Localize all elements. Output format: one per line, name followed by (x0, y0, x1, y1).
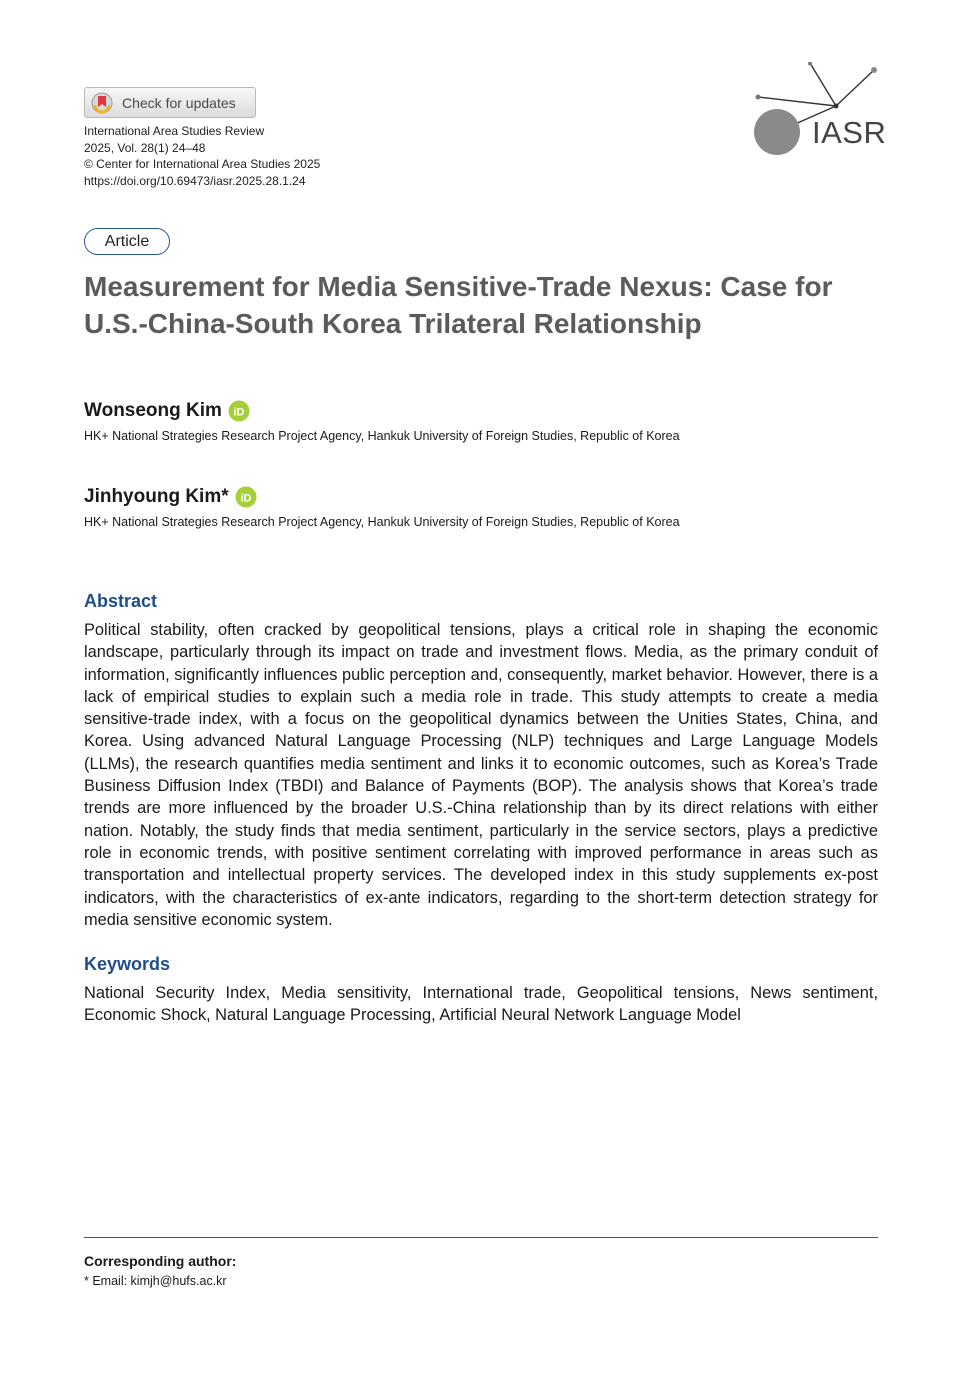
abstract-body: Political stability, often cracked by geopolitical tensions, plays a critical role in shaping the economic landscape, particularly through its impact on trade and investment flows. Media, as the primary conduit of information, significantly influences public perception and, consequently, market behavior. However, there is a lack of empirical studies to explain such a media role in trade. This study attempts to create a media sensitive-trade index, with a focus on the geopolitical dynamics between the Unities States, China, and Korea. Using advanced Natural Language Processing (NLP) techniques and Large Language Models (LLMs), the research quantifies media sentiment and links it to economic outcomes, such as Korea’s Trade Business Diffusion Index (TBDI) and Balance of Payments (BOP). The analysis shows that Korea’s trade trends are more influenced by the broader U.S.-China relationship than by its direct relations with either nation. Notably, the study finds that media sentiment, particularly in the service sectors, plays a predictive role in economic trends, with positive sentiment correlating with improved performance in areas such as transportation and intellectual property services. The developed index in this study supplements ex-post indicators, with the characteristics of ex-ante indicators, regarding to the short-term detection strategy for media sensitive economic system. (84, 621, 878, 929)
article-title: Measurement for Media Sensitive-Trade Nexus: Case for U.S.-China-South Korea Trilateral Relationship (84, 271, 833, 339)
journal-name: International Area Studies Review (84, 124, 265, 138)
journal-doi-link[interactable]: https://doi.org/10.69473/iasr.2025.28.1.24 (84, 173, 306, 188)
keywords-body: National Security Index, Media sensitivity, International trade, Geopolitical tensions, News sentiment, Economic Shock, Natural Language Processing, Artificial Neural Network Language Model (84, 984, 878, 1025)
corresponding-author-email[interactable]: * Email: kimjh@hufs.ac.kr (84, 1274, 227, 1288)
keywords-heading: Keywords (84, 954, 171, 974)
corresponding-author-label: Corresponding author: (84, 1253, 237, 1269)
check-for-updates-button[interactable] (84, 87, 256, 118)
check-for-updates-label: Check for updates (122, 94, 236, 111)
journal-copyright: © Center for International Area Studies 2025 (84, 157, 321, 171)
author-name: Jinhyoung Kim* (84, 486, 229, 507)
abstract-heading: Abstract (84, 591, 158, 611)
logo-text: IASR (812, 115, 887, 150)
crossmark-icon (91, 92, 113, 114)
article-type-badge: Article (84, 228, 170, 255)
journal-meta (84, 123, 320, 189)
footer-divider (84, 1237, 878, 1238)
author-2 (84, 486, 257, 508)
svg-text:iD: iD (240, 492, 252, 505)
author-affiliation: HK+ National Strategies Research Project Agency, Hankuk University of Foreign Studies, Republic of Korea (84, 429, 680, 443)
author-name: Wonseong Kim (84, 400, 222, 421)
svg-text:iD: iD (233, 406, 245, 419)
orcid-icon[interactable] (228, 400, 250, 422)
journal-volume: 2025, Vol. 28(1) 24–48 (84, 140, 206, 155)
author-affiliation: HK+ National Strategies Research Project Agency, Hankuk University of Foreign Studies, Republic of Korea (84, 515, 680, 529)
author-1 (84, 400, 250, 422)
orcid-icon[interactable] (235, 486, 257, 508)
